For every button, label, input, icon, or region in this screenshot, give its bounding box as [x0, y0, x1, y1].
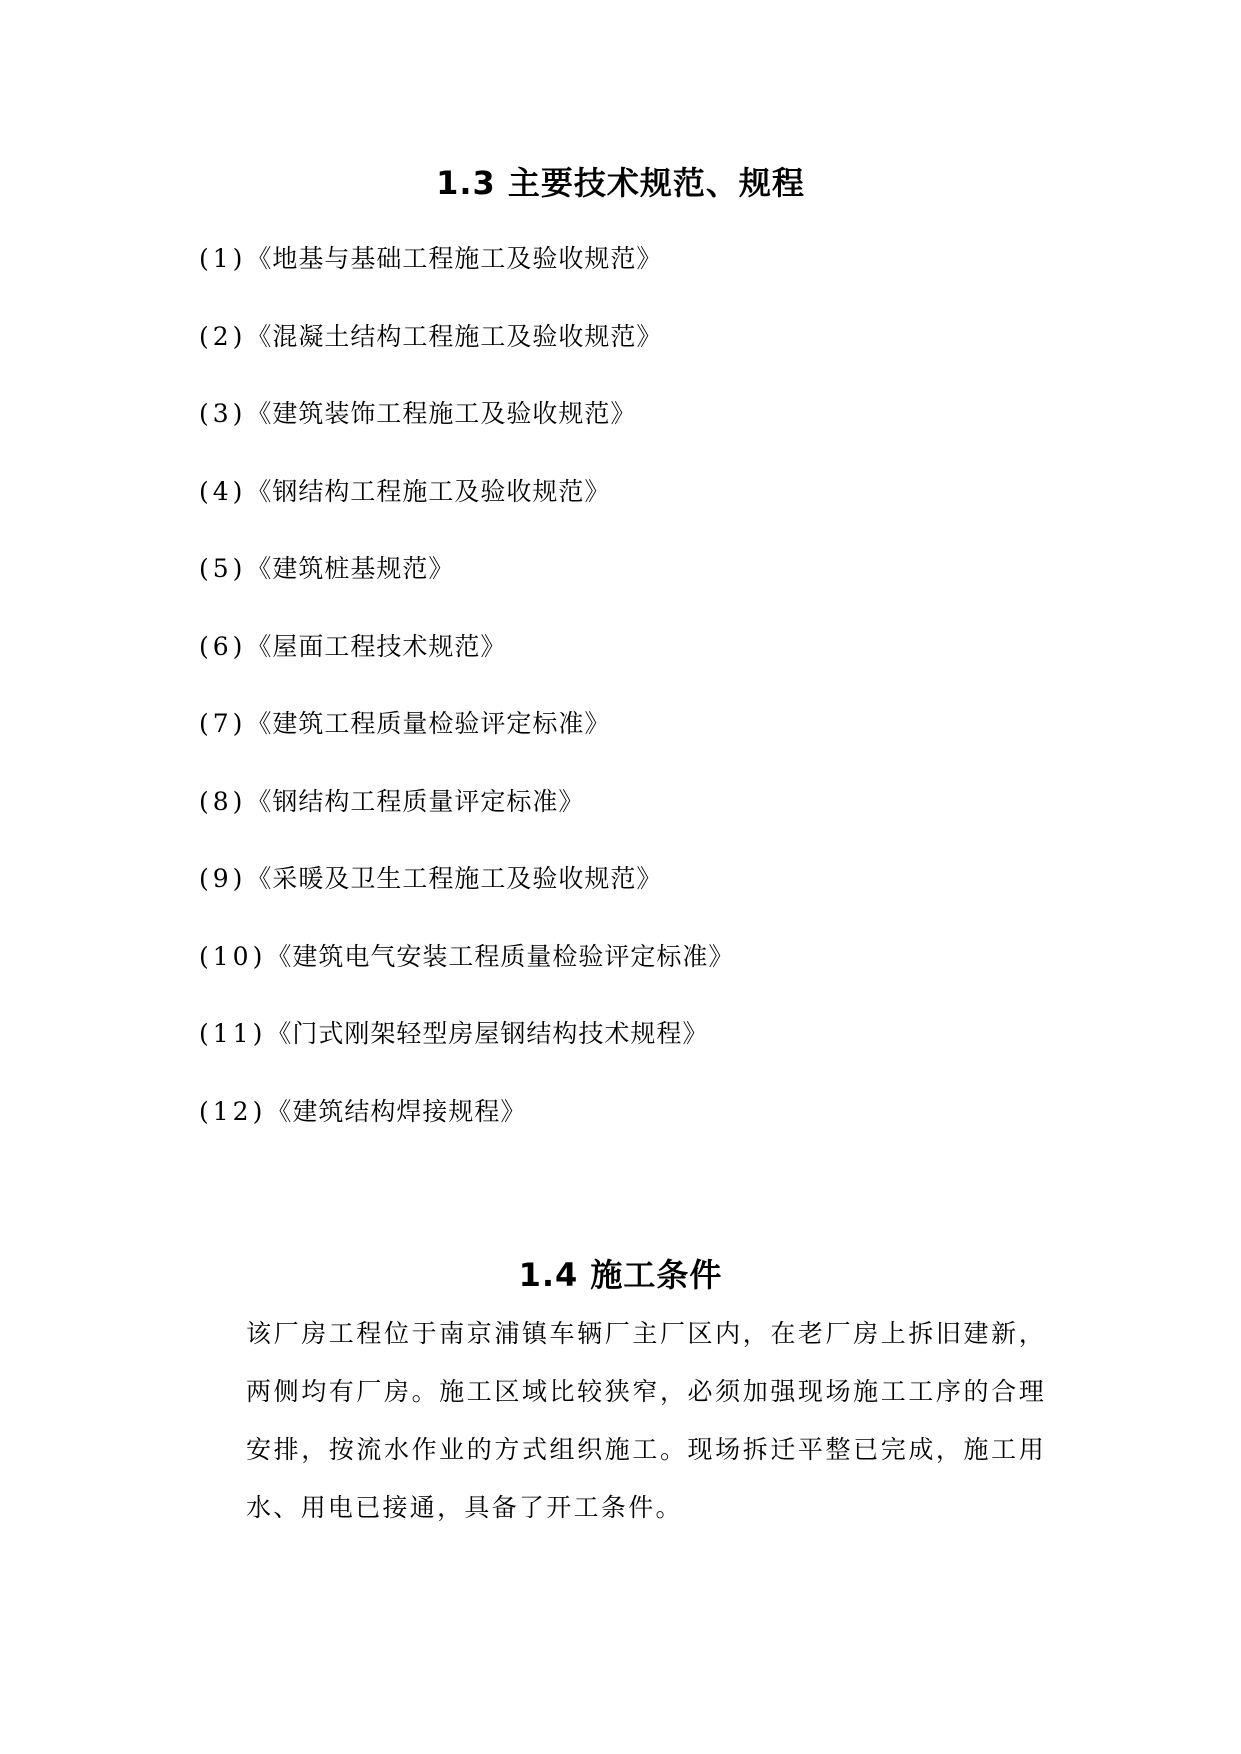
list-item-text: 《地基与基础工程施工及验收规范》 — [246, 244, 663, 273]
list-item — [199, 939, 734, 1017]
list-item — [199, 551, 734, 629]
list-item-number: (8) — [199, 786, 247, 816]
list-item — [199, 241, 734, 319]
list-item — [199, 861, 734, 939]
list-item-number: (4) — [199, 476, 247, 506]
list-item-text: 《建筑装饰工程施工及验收规范》 — [246, 399, 637, 428]
list-item-number: (5) — [199, 554, 247, 583]
list-item-text: 《建筑结构焊接规程》 — [266, 1096, 527, 1126]
list-item-number: (7) — [199, 709, 247, 738]
list-item-number: (3) — [199, 399, 247, 428]
list-item-text: 《采暖及卫生工程施工及验收规范》 — [246, 864, 663, 893]
list-item-number: (6) — [199, 631, 247, 661]
list-item — [199, 629, 734, 707]
standards-list — [199, 241, 734, 1171]
list-item-text: 《门式刚架轻型房屋钢结构技术规程》 — [266, 1019, 709, 1048]
list-item — [199, 319, 734, 397]
list-item-text: 《混凝土结构工程施工及验收规范》 — [246, 321, 663, 351]
section-heading-conditions: 1.4 施工条件 — [518, 1256, 723, 1294]
conditions-paragraph: 该厂房工程位于南京浦镇车辆厂主厂区内，在老厂房上拆旧建新，两侧均有厂房。施工区域比较狭窄，必须加强现场施工工序的合理安排，按流水作业的方式组织施工。现场拆迁平整已完成，施工用水、用电已接通，具备了开工条件。 — [246, 1319, 1046, 1522]
list-item-number: (2) — [199, 321, 247, 351]
list-item-text: 《钢结构工程施工及验收规范》 — [246, 476, 611, 506]
list-item-text: 《建筑桩基规范》 — [246, 554, 455, 583]
section-heading-standards: 1.3 主要技术规范、规程 — [436, 164, 805, 202]
list-item — [199, 1016, 734, 1094]
list-item — [199, 396, 734, 474]
list-item — [199, 784, 734, 862]
list-item-text: 《屋面工程技术规范》 — [246, 631, 507, 661]
list-item — [199, 474, 734, 552]
list-item-text: 《钢结构工程质量评定标准》 — [246, 786, 585, 816]
list-item-number: (12) — [199, 1096, 267, 1126]
list-item-number: (11) — [199, 1019, 267, 1048]
list-item-number: (10) — [199, 941, 267, 971]
list-item — [199, 1094, 734, 1172]
list-item — [199, 706, 734, 784]
list-item-number: (9) — [199, 864, 247, 893]
list-item-number: (1) — [199, 244, 247, 273]
list-item-text: 《建筑工程质量检验评定标准》 — [246, 709, 611, 738]
list-item-text: 《建筑电气安装工程质量检验评定标准》 — [266, 941, 735, 971]
